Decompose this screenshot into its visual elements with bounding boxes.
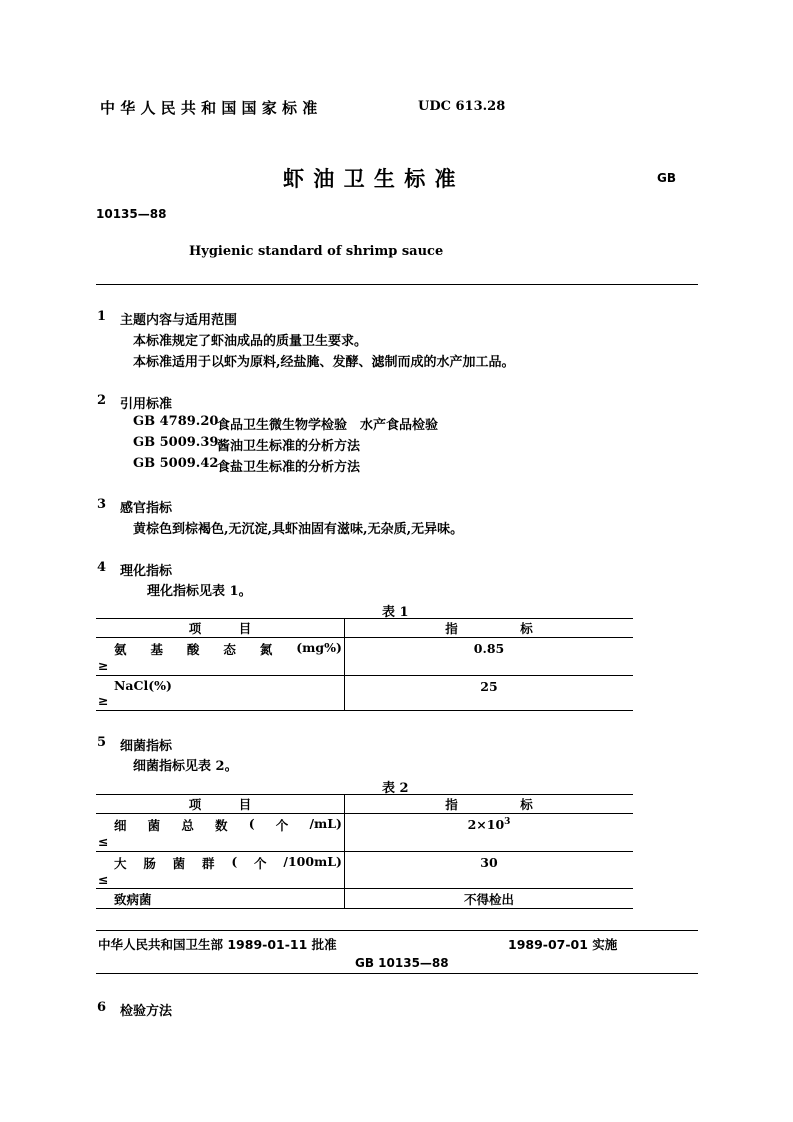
section-2-number: 2 [97, 393, 107, 408]
approval-line: 中华人民共和国卫生部 1989-01-11 批准 [98, 937, 337, 952]
table-2-caption: 表 2 [382, 781, 409, 796]
section-5-number: 5 [97, 735, 107, 750]
table-1 [96, 618, 633, 711]
table-2-header-row [96, 795, 633, 814]
item-char: 大 [114, 856, 127, 871]
table-1-row-1-item [96, 638, 345, 676]
table-1-header-row [96, 619, 633, 638]
section-4-number: 4 [97, 560, 107, 575]
reference-1-code: GB 4789.20 [133, 414, 219, 429]
table-row [96, 852, 633, 889]
header-divider [96, 284, 698, 285]
section-3-number: 3 [97, 497, 107, 512]
table-1-caption: 表 1 [382, 605, 409, 620]
item-char: 个 [254, 856, 267, 871]
item-char: 菌 [147, 818, 161, 833]
section-2-title: 引用标准 [120, 397, 173, 412]
table-2-row-1-value: 2×10 [467, 817, 505, 833]
table-2-row-3-item-text: 致病菌 [114, 892, 152, 907]
section-1-line-1: 本标准规定了虾油成品的质量卫生要求。 [133, 334, 368, 349]
footer-bottom-divider [96, 973, 698, 974]
section-6-number: 6 [97, 1000, 107, 1015]
table-2-row-2-sign: ≤ [98, 872, 109, 887]
table-2-row-2-item [96, 852, 345, 889]
item-char: /100mL) [283, 854, 342, 869]
table-1-row-1-item-text [96, 638, 344, 658]
standard-code: 10135—88 [96, 207, 167, 221]
table-2-row-1-sign: ≤ [98, 834, 109, 849]
item-char: (mg%) [296, 640, 342, 655]
item-char: 氮 [259, 642, 273, 657]
table-1-row-2-value: 25 [345, 676, 634, 711]
item-char: 个 [275, 818, 289, 833]
table-2-head-item: 项 目 [96, 795, 345, 814]
table-2-row-2-value: 30 [345, 852, 634, 889]
table-2-row-1-value-cell [345, 814, 634, 852]
item-char: 酸 [186, 642, 200, 657]
reference-3-code: GB 5009.42 [133, 456, 219, 471]
reference-2-code: GB 5009.39 [133, 435, 219, 450]
item-char: 细 [114, 818, 127, 833]
section-3-title: 感官指标 [120, 501, 173, 516]
item-char: 基 [150, 642, 163, 657]
footer-top-divider [96, 930, 698, 931]
document-title: 虾 油 卫 生 标 准 [283, 166, 457, 191]
table-2 [96, 794, 633, 909]
reference-2-name: 酱油卫生标准的分析方法 [217, 439, 361, 454]
reference-3-name: 食盐卫生标准的分析方法 [217, 460, 361, 475]
item-char: ( [248, 816, 255, 831]
table-2-head-index: 指 标 [345, 795, 634, 814]
gb-prefix: GB [657, 171, 676, 185]
section-1-number: 1 [97, 309, 107, 324]
item-char: 态 [223, 642, 236, 657]
footer-code: GB 10135—88 [355, 956, 449, 970]
table-row [96, 889, 633, 909]
table-row [96, 638, 633, 676]
table-1-head-index: 指 标 [345, 619, 634, 638]
udc-code: UDC 613.28 [418, 99, 506, 114]
table-2-row-3-item [96, 889, 345, 909]
table-2-row-1-item-text [96, 814, 344, 834]
table-1-row-2-item-text: NaCl(%) [114, 678, 172, 693]
table-1-row-2-sign: ≥ [98, 693, 109, 708]
table-2-row-1-item [96, 814, 345, 852]
section-5-title: 细菌指标 [120, 739, 173, 754]
section-3-text: 黄棕色到棕褐色,无沉淀,具虾油固有滋味,无杂质,无异味。 [133, 522, 464, 537]
section-1-line-2: 本标准适用于以虾为原料,经盐腌、发酵、滤制而成的水产加工品。 [133, 355, 515, 370]
table-2-row-1-exponent: 3 [504, 817, 511, 827]
reference-1-name: 食品卫生微生物学检验 水产食品检验 [217, 418, 439, 433]
item-char: 菌 [172, 856, 186, 871]
item-char: 氨 [114, 642, 127, 657]
item-char: 群 [201, 856, 215, 871]
national-standard-heading: 中 华 人 民 共 和 国 国 家 标 准 [100, 99, 318, 117]
item-char: /mL) [309, 816, 342, 831]
table-1-head-item: 项 目 [96, 619, 345, 638]
table-row [96, 814, 633, 852]
english-title: Hygienic standard of shrimp sauce [189, 244, 444, 259]
table-1-row-1-sign: ≥ [98, 658, 109, 673]
table-1-row-2-item [96, 676, 345, 711]
implementation-line: 1989-07-01 实施 [508, 937, 618, 952]
table-row [96, 676, 633, 711]
section-4-title: 理化指标 [120, 564, 173, 579]
table-1-row-1-value: 0.85 [345, 638, 634, 676]
item-char: 数 [215, 818, 228, 833]
item-char: 总 [181, 818, 194, 833]
table-2-row-3-value: 不得检出 [345, 889, 634, 909]
section-4-text: 理化指标见表 1。 [147, 584, 252, 599]
item-char: ( [231, 854, 238, 869]
section-6-title: 检验方法 [120, 1004, 173, 1019]
item-char: 肠 [143, 856, 156, 871]
section-5-text: 细菌指标见表 2。 [133, 759, 238, 774]
table-2-row-2-item-text [96, 852, 344, 872]
section-1-title: 主题内容与适用范围 [120, 313, 238, 328]
